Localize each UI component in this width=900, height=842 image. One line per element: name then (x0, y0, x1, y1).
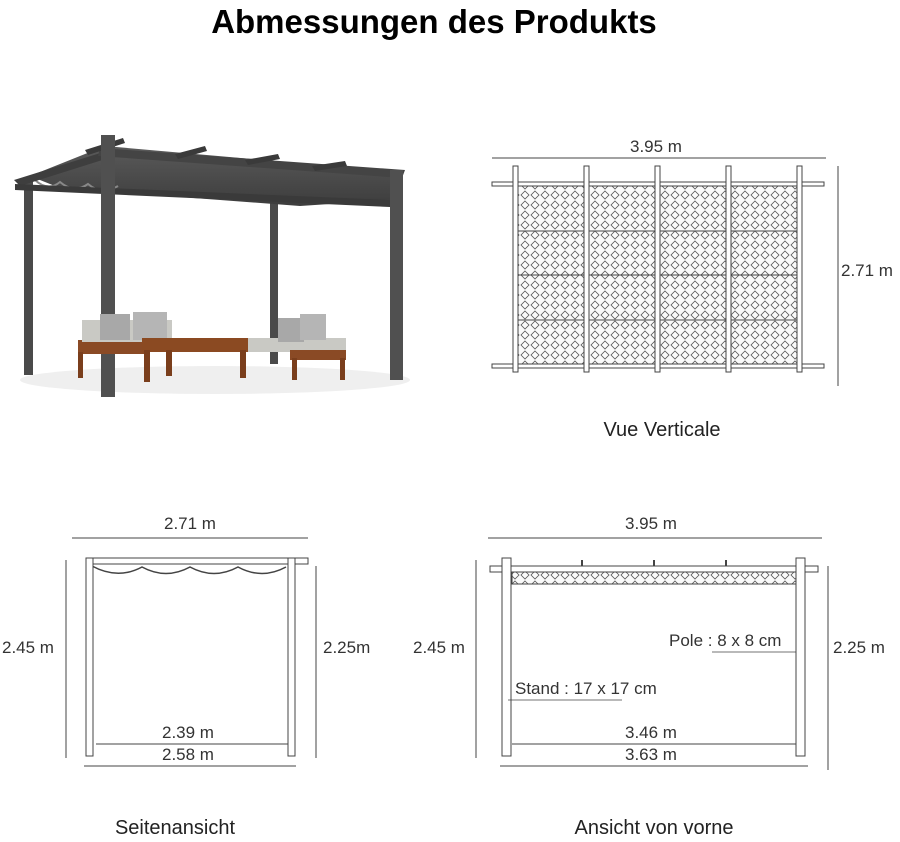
side-view-height-inner-label: 2.25m (323, 638, 371, 657)
coffee-table (142, 338, 248, 352)
front-view-width-label: 3.95 m (625, 514, 677, 533)
top-view-drawing (492, 158, 838, 386)
front-view-caption: Ansicht von vorne (548, 815, 760, 842)
post-front-right (390, 170, 403, 380)
top-view-caption: Vue Verticale (582, 416, 742, 444)
post-back-left (24, 178, 33, 375)
front-view-inner-width-label: 3.46 m (625, 723, 677, 742)
pergola-illustration (14, 135, 410, 397)
top-view-depth-label: 2.71 m (841, 261, 893, 280)
side-view-outer-width-label: 2.58 m (162, 745, 214, 764)
front-view-outer-width-label: 3.63 m (625, 745, 677, 764)
side-view-height-outer-label: 2.45 m (2, 638, 54, 657)
side-view-caption: Seitenansicht (90, 815, 260, 842)
top-view-width-label: 3.95 m (630, 137, 682, 156)
post-front-left (101, 135, 115, 397)
front-view-pole-label: Pole : 8 x 8 cm (669, 631, 782, 650)
side-view-width-label: 2.71 m (164, 514, 216, 533)
side-view-inner-width-label: 2.39 m (162, 723, 214, 742)
front-view-height-outer-label: 2.45 m (413, 638, 465, 657)
front-view-stand-label: Stand : 17 x 17 cm (515, 679, 657, 698)
front-view-height-inner-label: 2.25 m (833, 638, 885, 657)
page-title: Abmessungen des Produkts (162, 0, 706, 66)
